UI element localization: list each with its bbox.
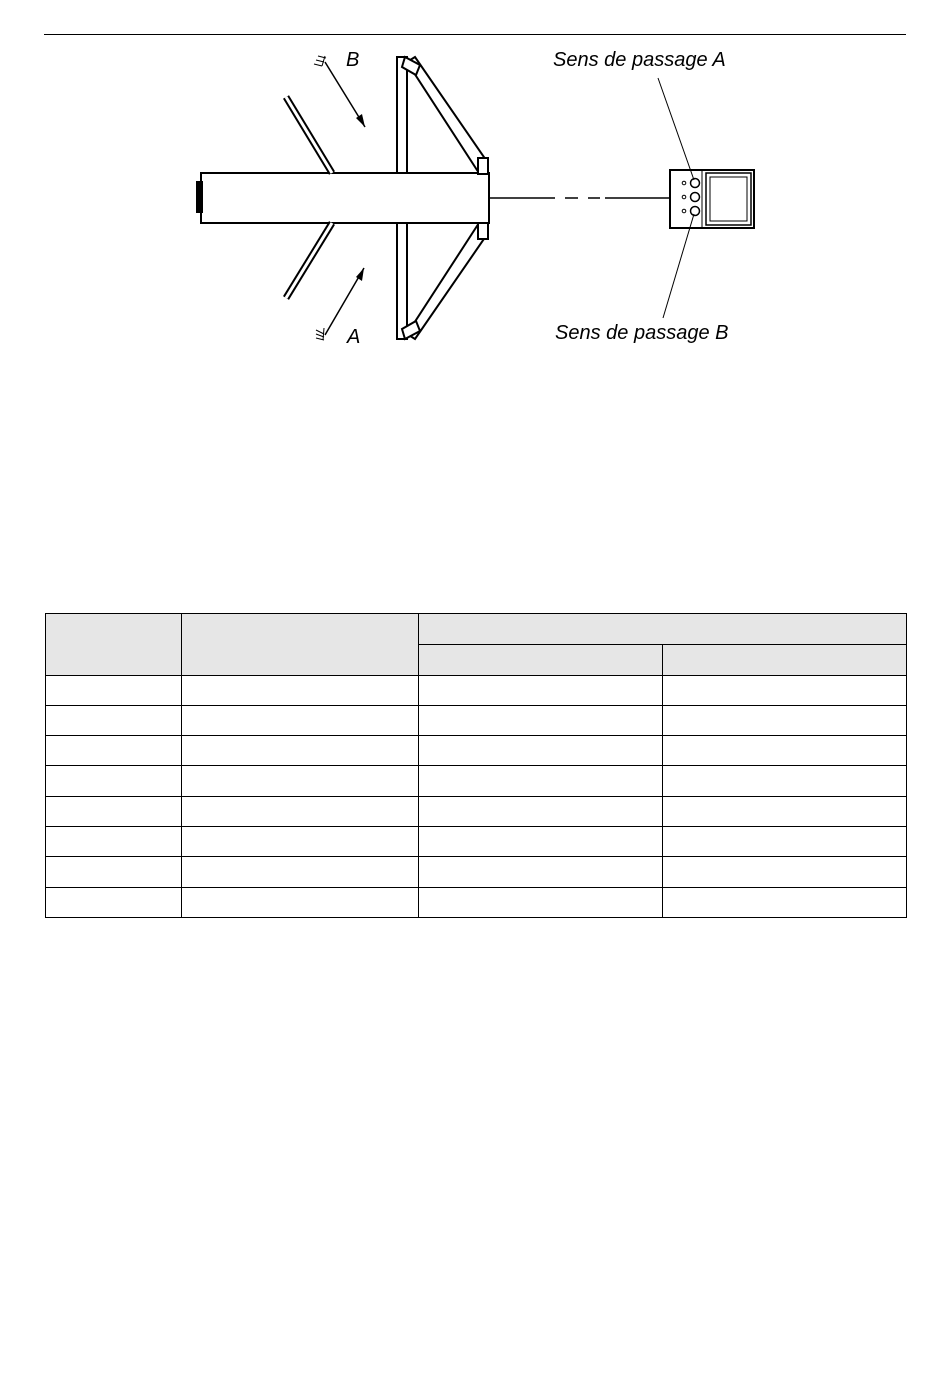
table-cell [46, 827, 182, 857]
table-row [46, 887, 907, 917]
table-cell [419, 736, 663, 766]
table-cell [182, 705, 419, 735]
header-cell [46, 614, 182, 676]
table-row [46, 827, 907, 857]
table-row [46, 766, 907, 796]
table-cell [419, 675, 663, 705]
table-cell [663, 796, 907, 826]
table-cell [46, 705, 182, 735]
table-row [46, 736, 907, 766]
table-cell [182, 675, 419, 705]
header-cell [182, 614, 419, 676]
arrow-b-label: B [346, 49, 360, 71]
table-cell [663, 675, 907, 705]
direction-b-label: Sens de passage B [555, 322, 729, 344]
table-cell [663, 705, 907, 735]
control-box [670, 170, 754, 228]
barrier-diagonal-upper [407, 57, 486, 170]
barrier-vertical-upper [397, 57, 407, 173]
sub-header-cell [419, 645, 663, 675]
barrier-diagonal-lower [407, 226, 486, 339]
table-cell [663, 857, 907, 887]
table-cell [46, 766, 182, 796]
table-cell [46, 796, 182, 826]
housing-endcap [197, 182, 202, 212]
table-cell [419, 766, 663, 796]
table-cell [419, 796, 663, 826]
table-cell [419, 827, 663, 857]
table-cell [663, 766, 907, 796]
turnstile-housing [201, 173, 489, 223]
table-cell [182, 827, 419, 857]
table-row [46, 705, 907, 735]
barrier-vertical-lower [397, 223, 407, 339]
table-row [46, 857, 907, 887]
header-cell [419, 614, 907, 645]
table-cell [663, 827, 907, 857]
table-cell [419, 705, 663, 735]
table-cell [663, 736, 907, 766]
direction-a-label: Sens de passage A [553, 49, 726, 71]
table-cell [663, 887, 907, 917]
table-cell [419, 887, 663, 917]
table-cell [182, 857, 419, 887]
turnstile-diagram [0, 0, 950, 380]
table-row [46, 796, 907, 826]
arrow-a-label: A [347, 326, 361, 348]
data-table [45, 613, 907, 918]
table-cell [182, 766, 419, 796]
sub-header-cell [663, 645, 907, 675]
table-cell [182, 796, 419, 826]
table-cell [46, 857, 182, 887]
table-row [46, 675, 907, 705]
table-cell [46, 887, 182, 917]
table-cell [419, 857, 663, 887]
table-cell [46, 675, 182, 705]
table-cell [46, 736, 182, 766]
table-cell [182, 887, 419, 917]
table-cell [182, 736, 419, 766]
